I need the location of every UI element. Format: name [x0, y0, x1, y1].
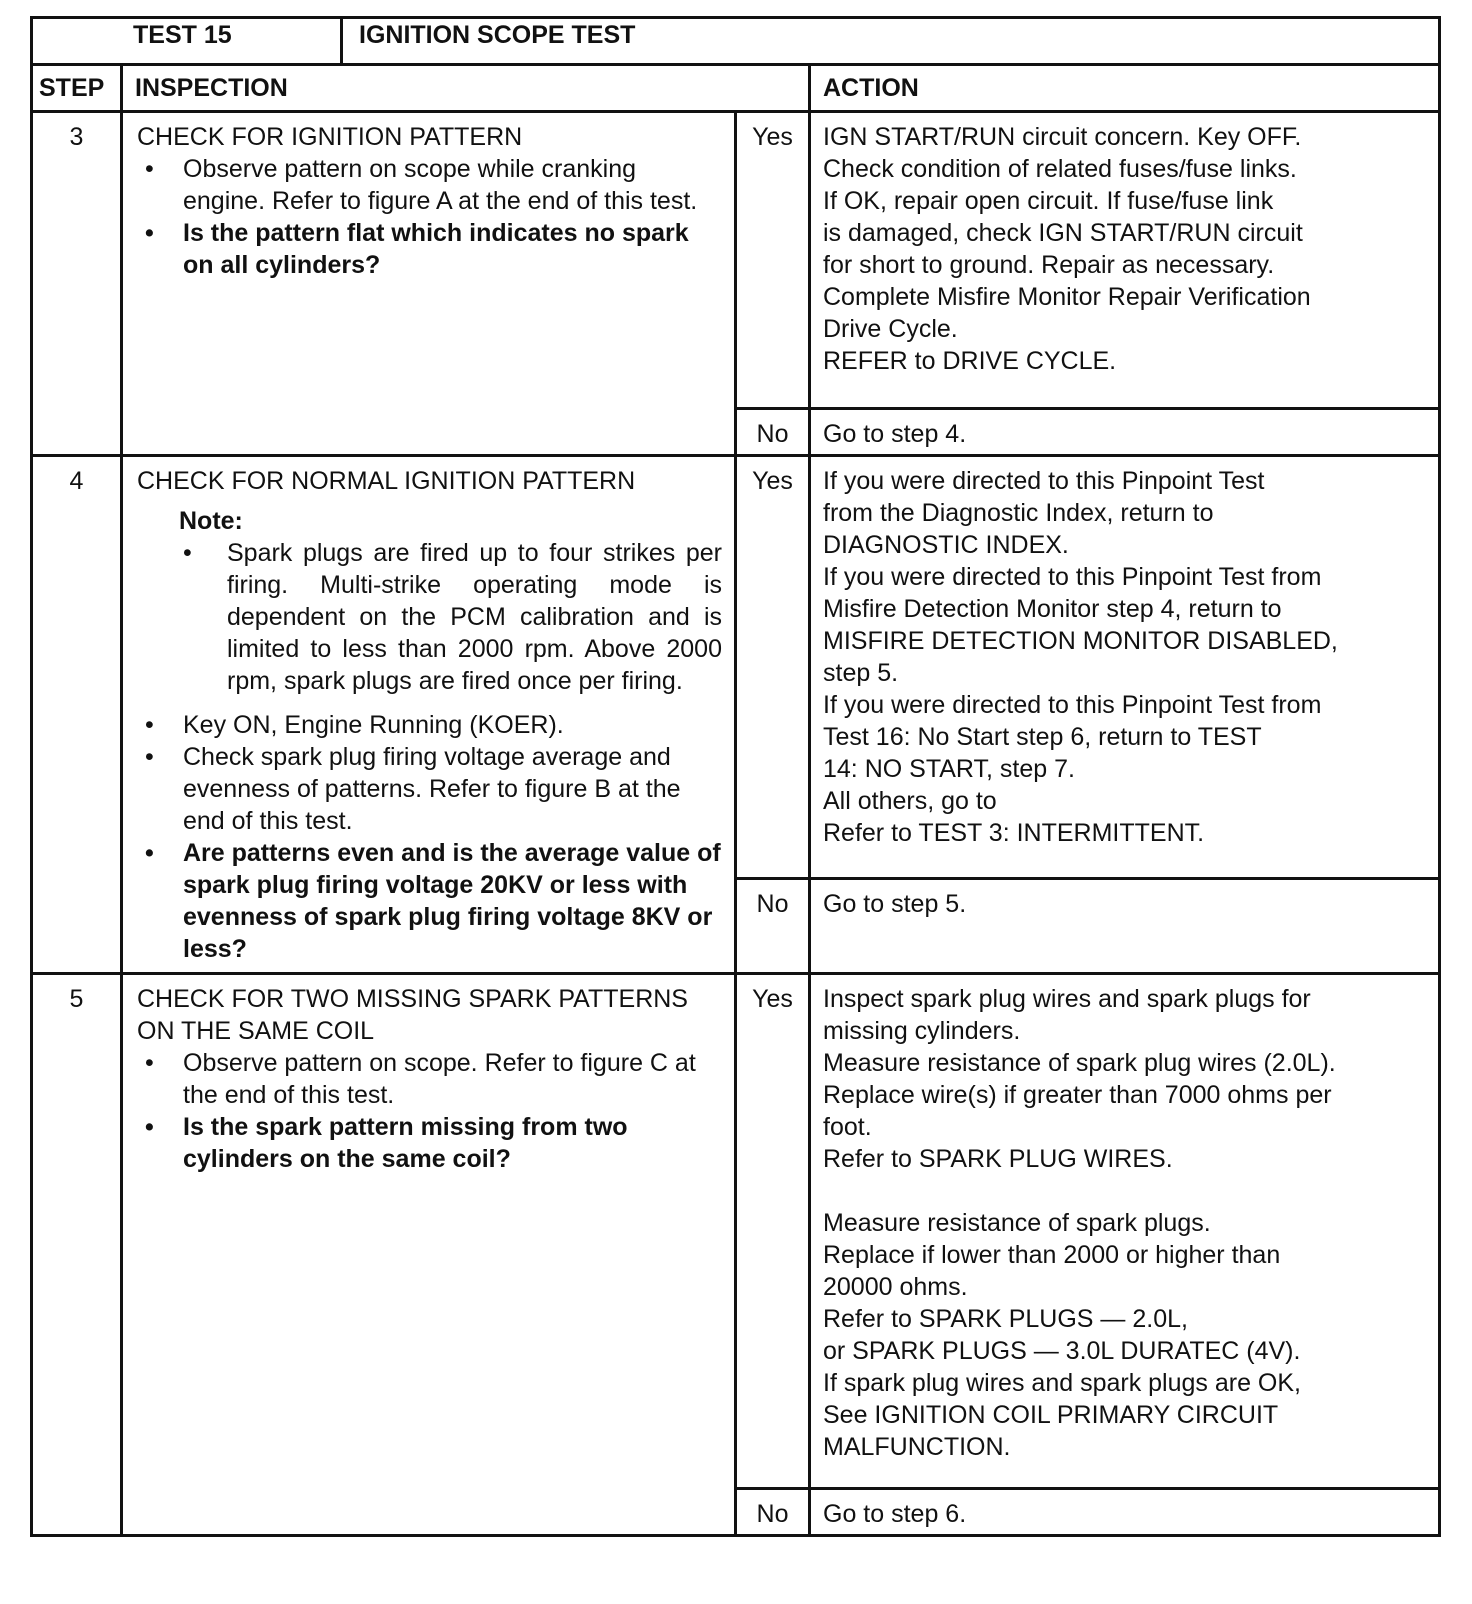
step-title: CHECK FOR NORMAL IGNITION PATTERN: [137, 467, 636, 495]
inspection-question: • Is the spark pattern missing from two cylinders on the same coil?: [183, 1111, 722, 1175]
inspection-bullet: • Observe pattern on scope while cranking engine. Refer to figure A at the end of this test.: [183, 153, 722, 217]
yes-action: [810, 456, 1440, 879]
step-column-header: STEP: [32, 65, 122, 112]
yes-action-text: Inspect spark plug wires and spark plugs for missing cylinders. Measure resistance of spark plug wires (2.0L). Replace wire(s) if greater than 7000 ohms per foot. Refer to SPARK PLUG WIRES. Measure resistance of spark plugs. Replace if lower than 2000 or higher than 20000 ohms. Refer to SPARK PLUGS — 2.0L, or SPARK PLUGS — 3.0L DURATEC (4V). If spark plug wires and spark plugs are OK, See IGNITION COIL PRIMARY CIRCUIT MALFUNCTION.: [823, 985, 1336, 1461]
inspection-column-header: INSPECTION: [122, 65, 810, 112]
step-number: 5: [32, 974, 122, 1536]
step-3-yes-row: [32, 112, 1440, 409]
no-action: [810, 879, 1440, 974]
note-list: [137, 537, 722, 697]
inspection-bullet: • Observe pattern on scope. Refer to figure C at the end of this test.: [183, 1047, 722, 1111]
inspection-bullets: [137, 1047, 722, 1175]
inspection-bullet: • Check spark plug firing voltage average and evenness of patterns. Refer to figure B at the end of this test.: [183, 741, 722, 837]
column-header-row: [32, 65, 1440, 112]
yes-action-text: IGN START/RUN circuit concern. Key OFF. Check condition of related fuses/fuse links. If OK, repair open circuit. If fuse/fuse link is damaged, check IGN START/RUN circuit for short to ground. Repair as necessary. Complete Misfire Monitor Repair Verification Drive Cycle. REFER to DRIVE CYCLE.: [823, 123, 1311, 375]
inspection-bullet: • Key ON, Engine Running (KOER).: [183, 709, 722, 741]
yes-label: Yes: [736, 974, 810, 1489]
yes-action: [810, 974, 1440, 1489]
step-title: CHECK FOR IGNITION PATTERN: [137, 123, 523, 151]
yes-label: Yes: [736, 456, 810, 879]
no-label: No: [736, 409, 810, 456]
test-title: IGNITION SCOPE TEST: [342, 18, 1440, 65]
test-number: TEST 15: [32, 18, 342, 65]
step-number: 4: [32, 456, 122, 974]
inspection-question: • Is the pattern flat which indicates no spark on all cylinders?: [183, 217, 722, 281]
pinpoint-test-page: [30, 16, 1438, 1537]
yes-action: [810, 112, 1440, 409]
pinpoint-test-table: [30, 16, 1441, 1537]
no-label: No: [736, 1489, 810, 1536]
yes-label: Yes: [736, 112, 810, 409]
no-action: [810, 409, 1440, 456]
note-text: • Spark plugs are fired up to four strikes per firing. Multi-strike operating mode is dependent on the PCM calibration and is limited to less than 2000 rpm. Above 2000 rpm, spark plugs are fired once per firing.: [227, 537, 722, 697]
inspection-bullets: [137, 153, 722, 281]
step-3-inspection: [122, 112, 736, 456]
no-action-text: Go to step 4.: [823, 420, 967, 448]
inspection-question: • Are patterns even and is the average value of spark plug firing voltage 20KV or less with evenness of spark plug firing voltage 8KV or less?: [183, 837, 722, 965]
step-5-yes-row: [32, 974, 1440, 1489]
no-action: [810, 1489, 1440, 1536]
yes-action-text: If you were directed to this Pinpoint Test from the Diagnostic Index, return to DIAGNOSTIC INDEX. If you were directed to this Pinpoint Test from Misfire Detection Monitor step 4, return to MISFIRE DETECTION MONITOR DISABLED, step 5. If you were directed to this Pinpoint Test from Test 16: No Start step 6, return to TEST 14: NO START, step 7. All others, go to Refer to TEST 3: INTERMITTENT.: [823, 467, 1338, 847]
no-label: No: [736, 879, 810, 974]
step-5-inspection: [122, 974, 736, 1536]
note-label: Note:: [179, 507, 243, 535]
action-column-header: ACTION: [810, 65, 1440, 112]
step-title: CHECK FOR TWO MISSING SPARK PATTERNS ON THE SAME COIL: [137, 985, 688, 1045]
title-row: [32, 18, 1440, 65]
no-action-text: Go to step 6.: [823, 1500, 967, 1528]
no-action-text: Go to step 5.: [823, 890, 967, 918]
inspection-bullets: [137, 709, 722, 965]
step-number: 3: [32, 112, 122, 456]
step-4-yes-row: [32, 456, 1440, 879]
step-4-inspection: [122, 456, 736, 974]
